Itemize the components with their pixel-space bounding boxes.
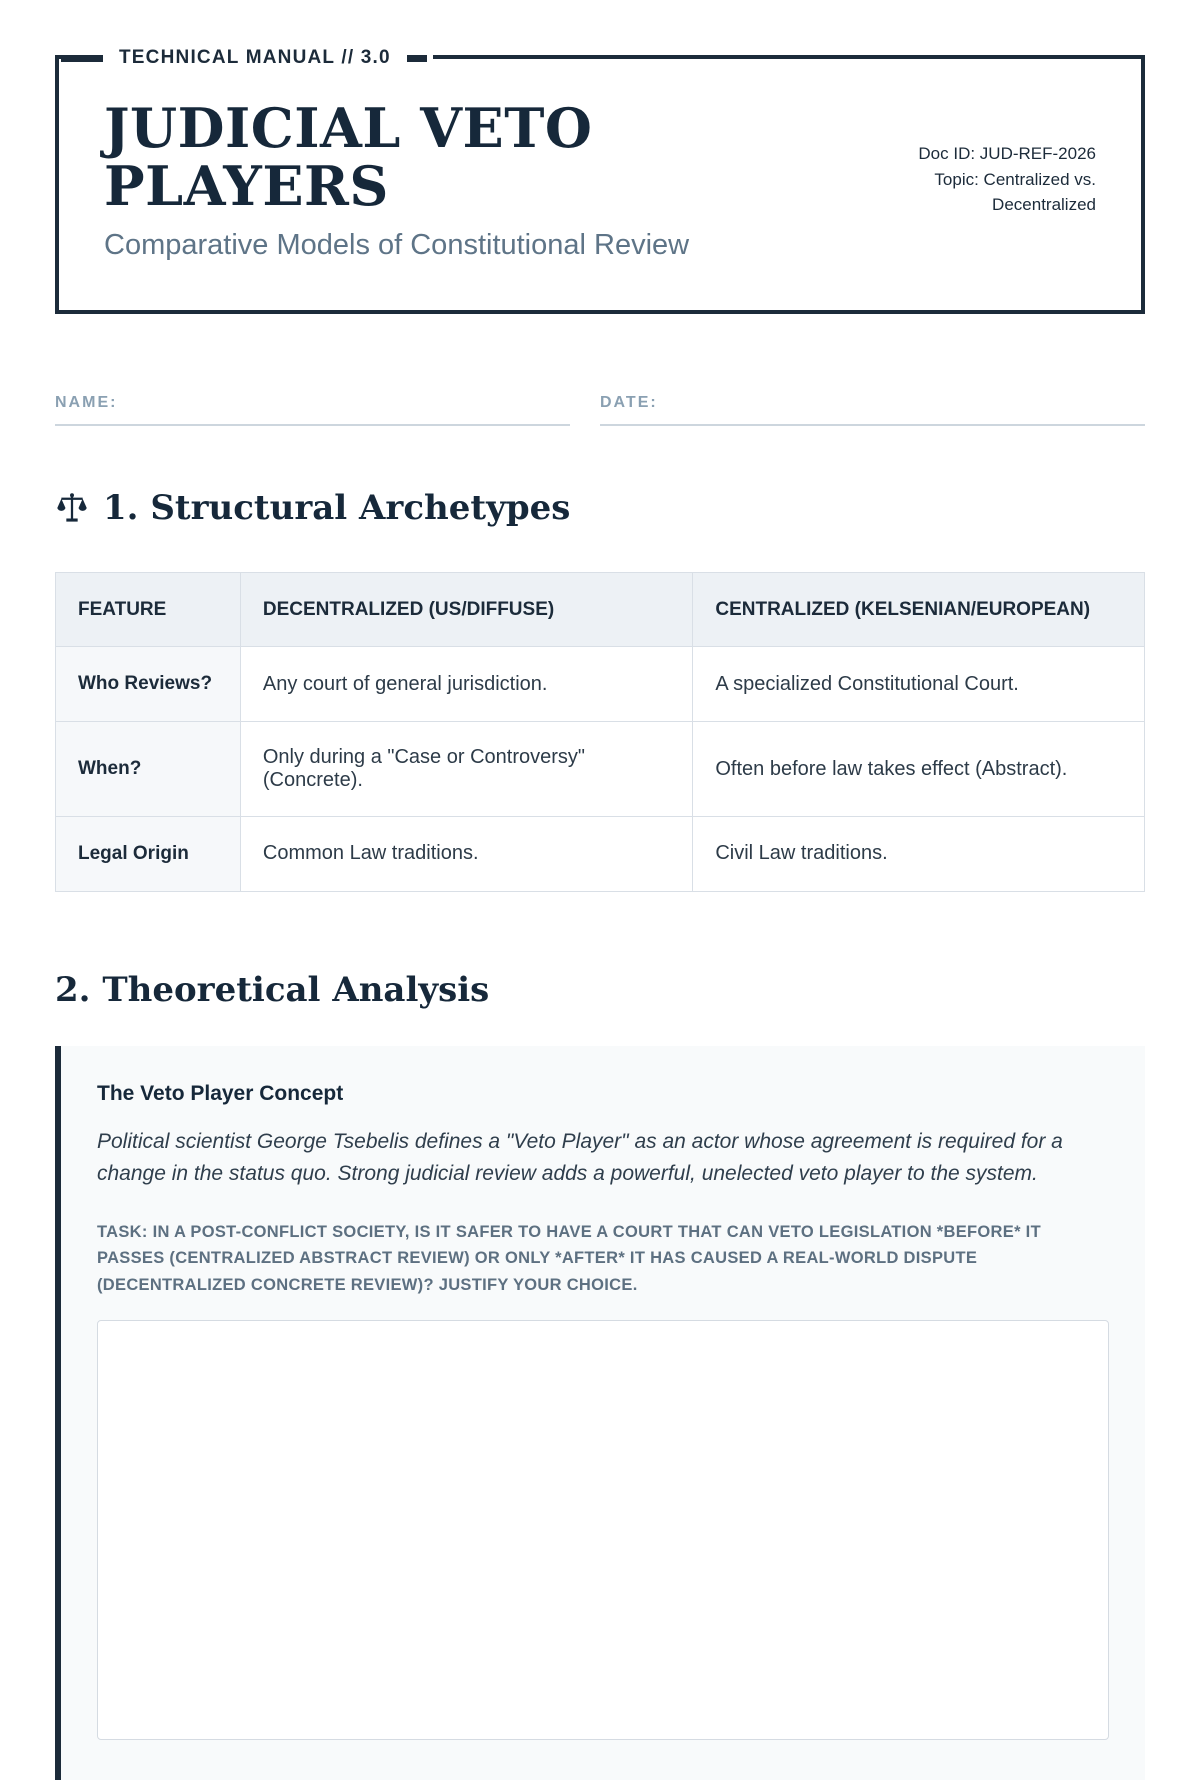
section-1-heading (55, 488, 1145, 528)
date-field[interactable] (600, 394, 1145, 426)
page-title: JUDICIAL VETO PLAYERS (104, 96, 593, 219)
archetypes-table (55, 572, 1145, 892)
doc-id: Doc ID: JUD-REF-2026 (918, 144, 1096, 163)
cell-decentralized: Common Law traditions. (240, 817, 692, 892)
cell-centralized: A specialized Constitutional Court. (693, 647, 1145, 722)
identity-fields (55, 394, 1145, 426)
table-row (56, 817, 1145, 892)
theory-panel (55, 1046, 1145, 1780)
cell-decentralized: Any court of general jurisdiction. (240, 647, 692, 722)
section-2-title: 2. Theoretical Analysis (55, 969, 490, 1010)
doc-meta (881, 99, 1096, 218)
concept-title: The Veto Player Concept (97, 1081, 344, 1105)
column-header-centralized: CENTRALIZED (KELSENIAN/EUROPEAN) (693, 572, 1145, 647)
cell-decentralized: Only during a "Case or Controversy" (Concrete). (240, 722, 692, 817)
concept-text: Political scientist George Tsebelis defines a "Veto Player" as an actor whose agreement is required for a change in the status quo. Strong judicial review adds a powerful, unelected veto player to the system. (97, 1129, 1063, 1186)
row-feature-label: Who Reviews? (56, 647, 241, 722)
answer-textarea[interactable] (97, 1320, 1109, 1740)
column-header-feature: FEATURE (56, 572, 241, 647)
table-row (56, 647, 1145, 722)
table-row (56, 722, 1145, 817)
manual-badge (61, 44, 433, 72)
table-header-row (56, 572, 1145, 647)
name-field[interactable] (55, 394, 570, 426)
document-header (55, 47, 1145, 314)
doc-topic: Topic: Centralized vs. Decentralized (934, 169, 1096, 214)
row-feature-label: Legal Origin (56, 817, 241, 892)
scales-of-justice-icon (55, 491, 89, 525)
badge-right-rule (407, 55, 427, 62)
name-label: NAME: (55, 393, 118, 411)
date-label: DATE: (600, 393, 658, 411)
page-subtitle: Comparative Models of Constitutional Review (104, 228, 690, 261)
column-header-decentralized: DECENTRALIZED (US/DIFFUSE) (240, 572, 692, 647)
title-block (104, 96, 881, 265)
section-2-heading (55, 970, 1145, 1010)
task-prompt: TASK: IN A POST-CONFLICT SOCIETY, IS IT SAFER TO HAVE A COURT THAT CAN VETO LEGISLATION *BEFORE* IT PASSES (CENTRALIZED ABSTRACT REVIEW) OR ONLY *AFTER* IT HAS CAUSED A REAL-WORLD DISPUTE (DECENTRALIZED CONCRETE REVIEW)? JUSTIFY YOUR CHOICE. (97, 1222, 1041, 1294)
section-1-title: 1. Structural Archetypes (103, 487, 571, 528)
manual-badge-label: TECHNICAL MANUAL // 3.0 (119, 47, 391, 68)
cell-centralized: Often before law takes effect (Abstract). (693, 722, 1145, 817)
worksheet-page (0, 47, 1200, 1780)
cell-centralized: Civil Law traditions. (693, 817, 1145, 892)
row-feature-label: When? (56, 722, 241, 817)
badge-left-rule (61, 55, 103, 62)
